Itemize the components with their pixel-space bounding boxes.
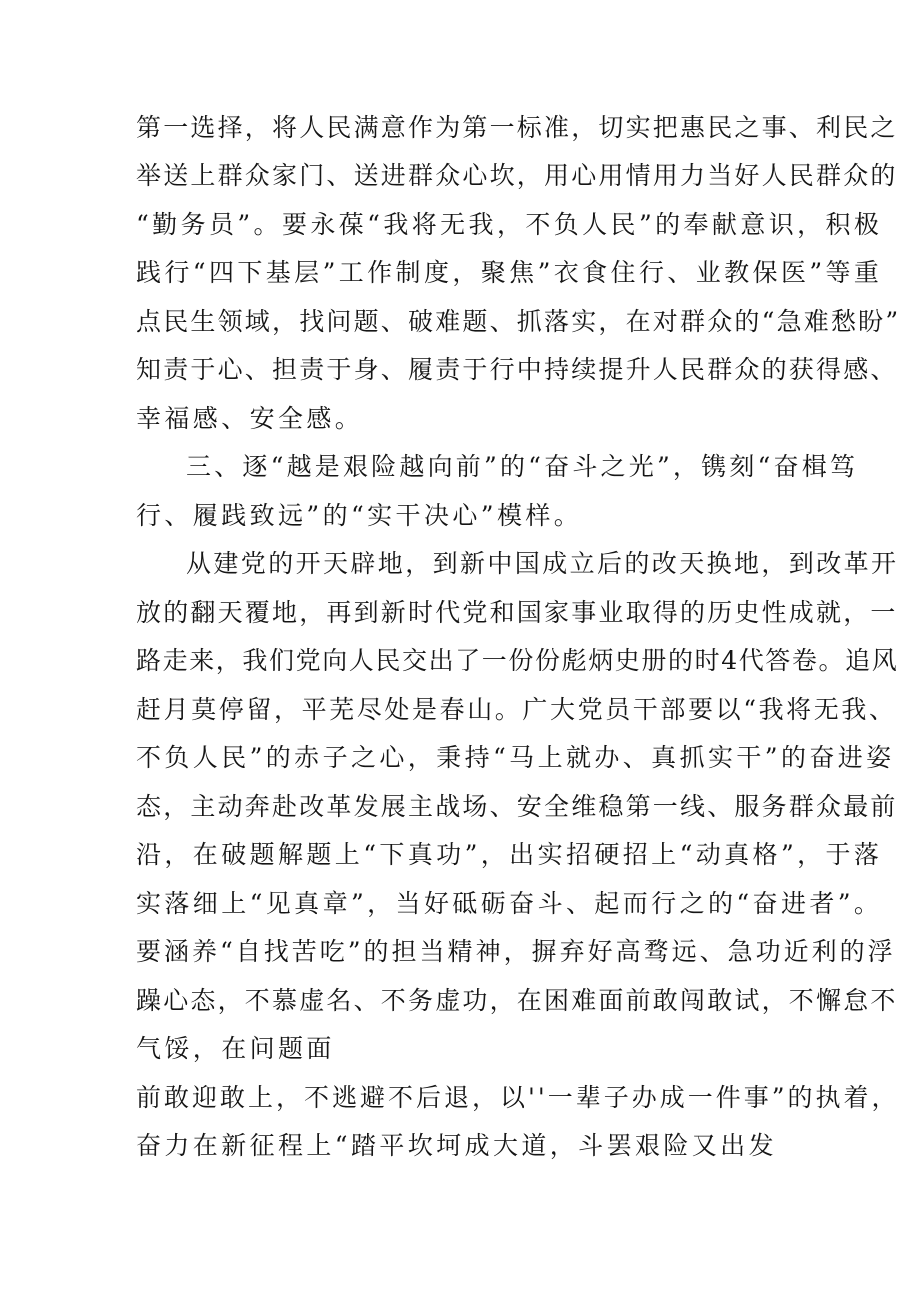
text-line: 躁心态，不慕虚名、不务虚功，在困难面前敢闯敢试，不懈怠不 bbox=[136, 986, 898, 1015]
text-line: 点民生领域，找问题、破难题、抓落实，在对群众的“急难愁盼” bbox=[136, 307, 901, 336]
text-line: 举送上群众家门、送进群众心坎，用心用情用力当好人民群众的 bbox=[136, 161, 898, 190]
text-line: 幸福感、安全感。 bbox=[136, 404, 364, 433]
text-line: 路走来，我们党向人民交出了一份份彪炳史册的时4代答卷。追风 bbox=[136, 646, 899, 675]
text-line: 从建党的开天辟地，到新中国成立后的改天换地，到改革开 bbox=[186, 549, 899, 578]
text-line: 知责于心、担责于身、履责于行中持续提升人民群众的获得感、 bbox=[136, 355, 898, 384]
text-line: 第一选择，将人民满意作为第一标准，切实把惠民之事、利民之 bbox=[136, 113, 898, 142]
text-line: 态，主动奔赴改革发展主战场、安全维稳第一线、服务群众最前 bbox=[136, 792, 898, 821]
text-line: 前敢迎敢上，不逃避不后退，以''一辈子办成一件事”的执着， bbox=[136, 1083, 900, 1112]
text-line: 沿，在破题解题上“下真功”，出实招硬招上“动真格”，于落 bbox=[136, 840, 883, 869]
text-line: 气馁，在问题面 bbox=[136, 1034, 335, 1063]
text-line: 奋力在新征程上“踏平坎坷成大道，斗罢艰险又出发 bbox=[136, 1131, 777, 1160]
text-line: “勤务员”。要永葆“我将无我，不负人民”的奉献意识，积极 bbox=[136, 210, 883, 239]
text-line: 赶月莫停留，平芜尽处是春山。广大党员干部要以“我将无我、 bbox=[136, 695, 897, 724]
text-line: 实落细上“见真章”，当好砥砺奋斗、起而行之的“奋进者”。 bbox=[136, 889, 883, 918]
section-heading-line: 行、履践致远”的“实干决心”模样。 bbox=[136, 501, 583, 530]
text-line: 放的翻天覆地，再到新时代党和国家事业取得的历史性成就，一 bbox=[136, 598, 898, 627]
section-heading-line: 三、逐“越是艰险越向前”的“奋斗之光”，镌刻“奋楫笃 bbox=[186, 452, 859, 481]
text-line: 践行“四下基层”工作制度，聚焦”衣食住行、业教保医”等重 bbox=[136, 258, 883, 287]
text-line: 不负人民”的赤子之心，秉持“马上就办、真抓实干”的奋进姿 bbox=[136, 743, 895, 772]
text-line: 要涵养“自找苦吃”的担当精神，摒弃好高骛远、急功近利的浮 bbox=[136, 937, 896, 966]
